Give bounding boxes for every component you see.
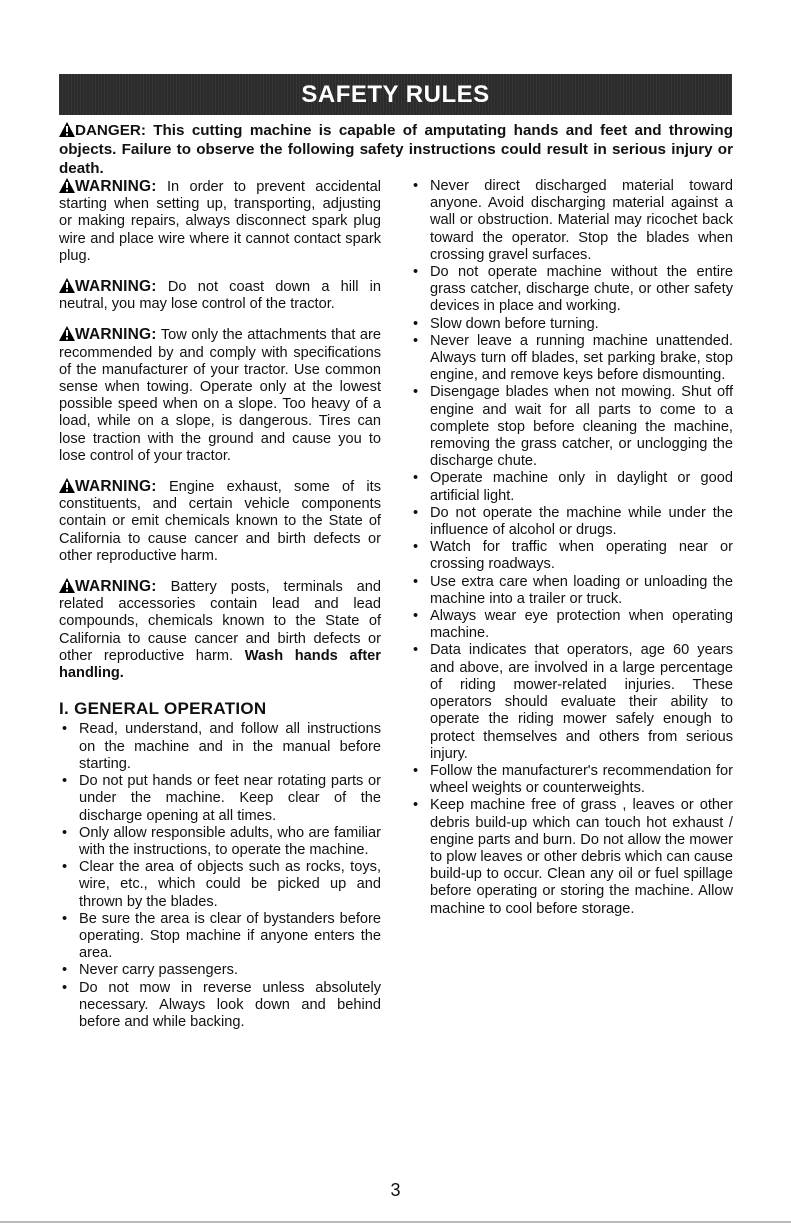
list-item xyxy=(410,264,733,316)
bullet-icon: • xyxy=(62,859,68,876)
list-item-text: Watch for traffic when operating near or crossing roadways. xyxy=(430,539,733,573)
list-item-text: Do not mow in reverse unless absolutely necessary. Always look down and behind before and while backing. xyxy=(79,979,381,1030)
list-item xyxy=(410,316,733,333)
danger-notice xyxy=(59,121,733,178)
warning-text: Battery posts, terminals and related accessories contain lead and lead compounds, chemicals known to the State of California to cause cancer and birth defects or other reproductive harm. xyxy=(59,579,381,664)
list-item xyxy=(410,797,733,917)
bullet-icon: • xyxy=(413,315,419,332)
warning-triangle-icon xyxy=(59,478,75,493)
list-item-text: Data indicates that operators, age 60 years and above, are involved in a large percentage of riding mower-related injuries. These operators should evaluate their ability to operate the riding mower safely enough to protect themselves and others from serious injury. xyxy=(430,642,733,762)
list-item-text: Always wear eye protection when operating machine. xyxy=(430,608,733,642)
list-item xyxy=(410,470,733,504)
list-item xyxy=(59,773,381,825)
list-item xyxy=(410,505,733,539)
bullet-icon: • xyxy=(62,962,68,979)
warning-triangle-icon xyxy=(59,278,75,293)
bullet-icon: • xyxy=(62,824,68,841)
bullet-icon: • xyxy=(413,573,419,590)
bullet-icon: • xyxy=(413,642,419,659)
bullet-icon: • xyxy=(62,721,68,738)
section-heading: I. GENERAL OPERATION xyxy=(59,699,267,719)
list-item xyxy=(410,333,733,385)
bullet-icon: • xyxy=(62,979,68,996)
list-item-text: Never direct discharged material toward anyone. Avoid discharging material against a wall or obstruction. Material may ricochet back toward the operator. Stop the blades when crossing gravel surfaces. xyxy=(430,178,733,263)
list-item xyxy=(59,859,381,911)
bullet-icon: • xyxy=(62,773,68,790)
list-item-text: Keep machine free of grass , leaves or other debris build-up which can touch hot exhaust / engine parts and burn. Do not allow the mower to plow leaves or other debris which can cause build-up to occur. Clean any oil or fuel spillage before operating or storing the machine. Allow machine to cool before storage. xyxy=(430,797,733,917)
danger-triangle-icon xyxy=(59,122,75,137)
list-item-text: Follow the manufacturer's recommendation for wheel weights or counterweights. xyxy=(430,762,733,797)
warning-label: WARNING: xyxy=(75,578,157,596)
right-column xyxy=(410,178,733,918)
safety-rules-list xyxy=(410,178,733,918)
list-item-text: Operate machine only in daylight or good artificial light. xyxy=(430,470,733,504)
bullet-icon: • xyxy=(413,762,419,779)
warning-block xyxy=(59,326,381,465)
list-item-text: Be sure the area is clear of bystanders before operating. Stop machine if anyone enters the area. xyxy=(79,910,381,962)
list-item-text: Do not operate machine without the entire grass catcher, discharge chute, or other safety devices in place and working. xyxy=(430,264,733,315)
page-title: SAFETY RULES xyxy=(301,80,490,108)
warning-block xyxy=(59,278,381,313)
bullet-icon: • xyxy=(413,264,419,281)
bullet-icon: • xyxy=(413,797,419,814)
warning-block xyxy=(59,478,381,565)
bullet-icon: • xyxy=(413,178,419,194)
danger-text: This cutting machine is capable of amputating hands and feet and throwing objects. Failure to observe the following safety instructions could result in serious injury or death. xyxy=(59,122,733,177)
list-item-text: Disengage blades when not mowing. Shut off engine and wait for all parts to come to a complete stop before cleaning the machine, removing the grass catcher, or unclogging the discharge chute. xyxy=(430,384,733,470)
list-item xyxy=(59,825,381,859)
general-operation-list xyxy=(59,721,381,1031)
warning-block xyxy=(59,578,381,682)
list-item-text: Only allow responsible adults, who are familiar with the instructions, to operate the machine. xyxy=(79,824,381,858)
list-item xyxy=(59,962,381,979)
danger-label: DANGER: xyxy=(75,122,146,139)
bullet-icon: • xyxy=(413,332,419,349)
safety-rules-banner xyxy=(59,74,732,115)
warning-text: In order to prevent accidental starting when setting up, transporting, adjusting or making repairs, always disconnect spark plug wire and place wire where it cannot contact spark plug. xyxy=(59,179,381,264)
list-item xyxy=(410,763,733,797)
bullet-icon: • xyxy=(413,384,419,401)
warning-label: WARNING: xyxy=(75,326,157,344)
list-item xyxy=(410,642,733,762)
warning-triangle-icon xyxy=(59,578,75,593)
bullet-icon: • xyxy=(62,910,68,927)
left-column xyxy=(59,178,381,1031)
list-item-text: Never carry passengers. xyxy=(79,962,238,979)
list-item-text: Do not operate the machine while under the influence of alcohol or drugs. xyxy=(430,504,733,539)
bullet-icon: • xyxy=(413,504,419,521)
warning-triangle-icon xyxy=(59,326,75,341)
list-item xyxy=(410,539,733,573)
list-item-text: Do not put hands or feet near rotating parts or under the machine. Keep clear of the discharge opening at all times. xyxy=(79,773,381,824)
warning-emphasis: Wash hands after handling. xyxy=(59,647,381,682)
list-item xyxy=(59,911,381,963)
warning-block xyxy=(59,178,381,265)
warning-label: WARNING: xyxy=(75,178,157,195)
page-number: 3 xyxy=(390,1180,401,1200)
list-item xyxy=(410,608,733,642)
list-item xyxy=(410,384,733,470)
bullet-icon: • xyxy=(413,539,419,556)
warning-text: Do not coast down a hill in neutral, you may lose control of the tractor. xyxy=(59,279,381,313)
warning-label: WARNING: xyxy=(75,278,157,296)
list-item-text: Read, understand, and follow all instructions on the machine and in the manual before starting. xyxy=(79,721,381,772)
warning-triangle-icon xyxy=(59,178,75,193)
list-item xyxy=(410,574,733,608)
warning-text: Engine exhaust, some of its constituents, and certain vehicle components contain or emit chemicals known to the State of California to cause cancer and birth defects or other reproductive harm. xyxy=(59,479,381,564)
warning-text: Tow only the attachments that are recommended by and comply with specifications of the manufacturer of your tractor. Use common sense when towing. Operate only at the lowest possible speed when on a slope. Too heavy of a load, while on a slope, is dangerous. Tires can lose traction with the ground and cause you to lose control of your tractor. xyxy=(59,327,382,464)
list-item-text: Slow down before turning. xyxy=(430,315,599,332)
list-item-text: Never leave a running machine unattended. Always turn off blades, set parking brake, stop engine, and remove keys before dismounting. xyxy=(430,332,733,384)
list-item xyxy=(59,721,381,773)
warning-label: WARNING: xyxy=(75,478,157,496)
bullet-icon: • xyxy=(413,608,419,625)
list-item xyxy=(59,980,381,1032)
list-item-text: Clear the area of objects such as rocks, toys, wire, etc., which could be picked up and thrown by the blades. xyxy=(79,859,381,910)
bullet-icon: • xyxy=(413,470,419,487)
list-item-text: Use extra care when loading or unloading the machine into a trailer or truck. xyxy=(430,573,733,607)
list-item xyxy=(410,178,733,264)
